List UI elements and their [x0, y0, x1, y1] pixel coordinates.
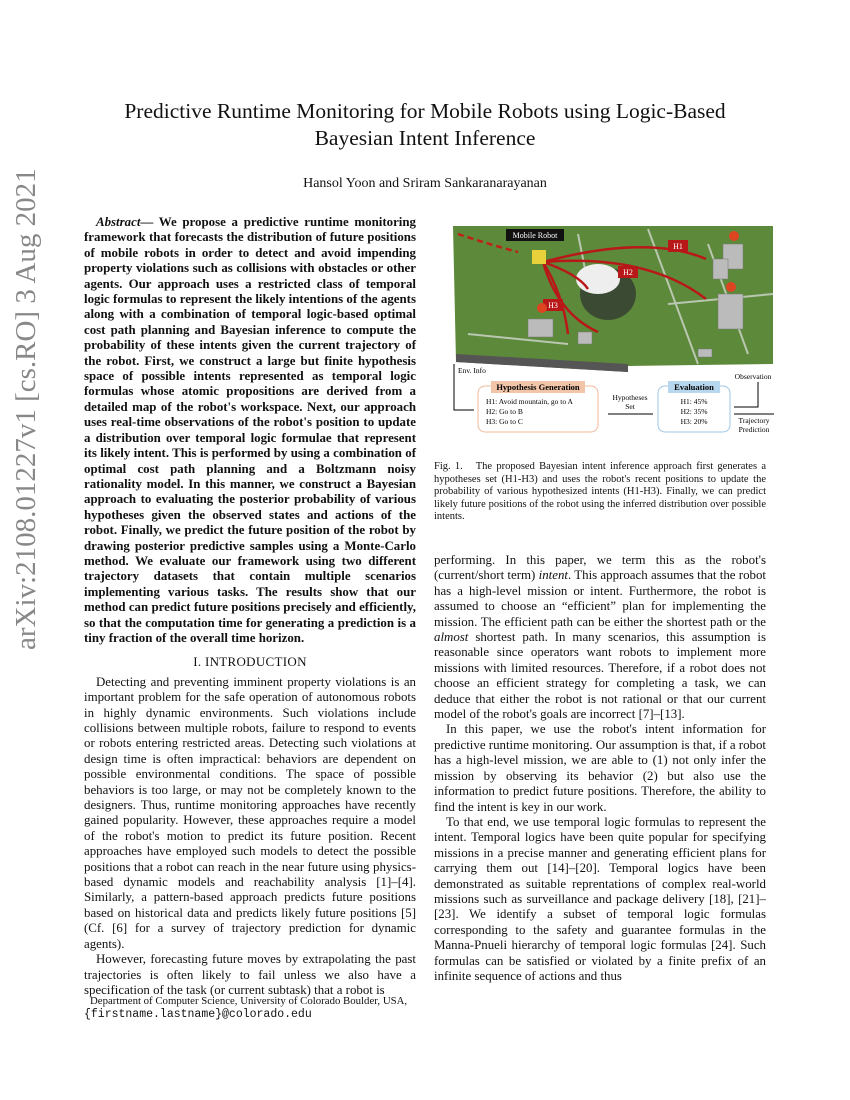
hypothesis-generation-title: Hypothesis Generation [496, 382, 580, 392]
hypotheses-set-label: Hypotheses [612, 393, 648, 402]
footnote [84, 995, 418, 1021]
footnote-affiliation: Department of Computer Science, University of Colorado Boulder, USA, [90, 995, 408, 1007]
evaluation-item: H2: 35% [680, 407, 708, 416]
right-paragraph-1: performing. In this paper, we term this as the robot's (current/short term) intent. This approach assumes that the robot has a high-level mission or intent. Furthermore, the robot is assumed to choose an “efficient” plan for implementing the mission. The efficient path can be either the shortest path or the almost shortest path. In many scenarios, this assumption is reasonable since operators want robots to implement more missions with limited resources. Therefore, if a robot does not choose an efficient strategy for completing a task, we can deduce that either the robot is not rational or that our current model of the robot's goals are incorrect [7]–[13]. [434, 553, 766, 722]
hypothesis-item: H3: Go to C [486, 417, 523, 426]
hypotheses-set-label: Set [625, 402, 635, 411]
title-line-2: Bayesian Intent Inference [314, 126, 536, 150]
abstract: Abstract— We propose a predictive runtime monitoring framework that forecasts the distribution of future positions of mobile robots in order to detect and avoid impending property violations such as collisions with obstacles or other agents. Our approach uses a restricted class of temporal logic formulas to represent the likely intentions of the agents along with a combination of temporal logic-based optimal cost path planning and Bayesian inference to compute the probability of these intents given the current trajectory of the robot. First, we construct a large but finite hypothesis space of possible intents represented as temporal logic formulas whose atomic propositions are derived from a detailed map of the robot's workspace. Next, our approach uses real-time observations of the robot's position to update a distribution over temporal logic formulae that represent its likely intent. This is performed by using a combination of optimal cost path planning and a Boltzmann noisy rationality model. In this manner, we construct a Bayesian approach to evaluating the posterior probability of various hypotheses given the observed states and actions of the robot. Finally, we predict the future position of the robot by drawing posterior predictive samples using a Monte-Carlo method. We evaluate our framework using two different trajectory datasets that contain multiple scenarios implementing various tasks. The results show that our method can predict future positions precisely and efficiently, so that the computation time for generating a prediction is a tiny fraction of the overall time horizon. [84, 215, 416, 645]
abstract-label: Abstract [96, 215, 141, 229]
h1-label: H1 [673, 242, 683, 251]
hypothesis-item: H2: Go to B [486, 407, 523, 416]
authors: Hansol Yoon and Sriram Sankaranarayanan [303, 176, 547, 191]
caption-text: The proposed Bayesian intent inference approach first generates a hypotheses set (H1-H3) and uses the robot's recent positions to update the probability of various hypothesized intents (H1-H3). Finally, we can predict likely future positions of the robot using the inferred distribution over possible intents. [434, 461, 767, 523]
mobile-robot-label: Mobile Robot [512, 231, 558, 240]
evaluation-title: Evaluation [674, 382, 714, 392]
caption-label: Fig. 1. [434, 461, 463, 472]
section-heading: I. INTRODUCTION [193, 654, 307, 670]
right-paragraph-2: In this paper, we use the robot's intent information for predictive runtime monitoring. Our assumption is that, if a robot has a high-level mission, we are able to (1) not only infer the mission by observing its behavior (2) but also use the information to predict future positions. Therefore, the ability to find the intent is key in our work. [434, 722, 766, 814]
intro-paragraph-2: However, forecasting future moves by extrapolating the past trajectories is often likely to fail unless we also have a specification of the task (or current subtask) that a robot is [84, 952, 416, 997]
title-line-1: Predictive Runtime Monitoring for Mobile Robots using Logic-Based [124, 99, 726, 123]
intro-paragraph-1: Detecting and preventing imminent property violations is an important problem for the safe operation of autonomous robots in highly dynamic environments. Such violations include collisions between multiple robots, failure to respond to events or robots entering restricted areas. Detecting such violations at design time is often impractical: behaviors are dependent on possible environmental conditions. The space of possible behaviors is too large, or may not be completely known to the designers. Thus, runtime monitoring approaches have recently gained popularity. However, these approaches require a model of the robot's motion to predict its future position. Recent approaches have employed such models to detect the possible positions that a robot can reach in the near future using physics-based dynamic models and reachability analysis [1]–[4]. Similarly, a pattern-based approach predicts future positions based on historical data and predicts likely future positions [5] (Cf. [6] for a survey of trajectory prediction for dynamic agents). [84, 674, 416, 951]
observation-label: Observation [734, 372, 772, 381]
trajectory-prediction-label: Trajectory [738, 416, 770, 425]
evaluation-item: H3: 20% [680, 417, 708, 426]
hypothesis-item: H1: Avoid mountain, go to A [486, 397, 573, 406]
cloud [576, 264, 620, 294]
h3-label: H3 [548, 301, 558, 310]
figure-1 [448, 224, 778, 436]
evaluation-item: H1: 45% [680, 397, 708, 406]
figure-caption [434, 461, 766, 524]
footnote-email: {firstname.lastname}@colorado.edu [84, 1008, 312, 1021]
left-column [84, 215, 416, 998]
robot-icon [532, 250, 546, 264]
paper-title [60, 98, 790, 152]
arxiv-stamp: arXiv:2108.01227v1 [cs.RO] 3 Aug 2021 [10, 168, 42, 650]
h2-label: H2 [623, 268, 633, 277]
env-info-label: Env. Info [458, 366, 486, 375]
right-paragraph-3: To that end, we use temporal logic formulas to represent the intent. Temporal logics have been quite popular for specifying missions in a precise manner and generating efficient plans for carrying them out [14]–[20]. Temporal logics have been demonstrated as suitable reprentations of complex real-world missions such as surveillance and package delivery [18], [21]–[23]. We identify a subset of temporal logic formulas corresponding to the safety and guarantee formulas in the Manna-Pnueli hierarchy of temporal logic formulas [24]. Such formulas can be satisfied or violated by a finite prefix of an infinite sequence of actions and thus [434, 814, 766, 983]
right-column [434, 553, 766, 984]
trajectory-prediction-label: Prediction [738, 425, 770, 434]
observation-arrows [734, 382, 774, 414]
